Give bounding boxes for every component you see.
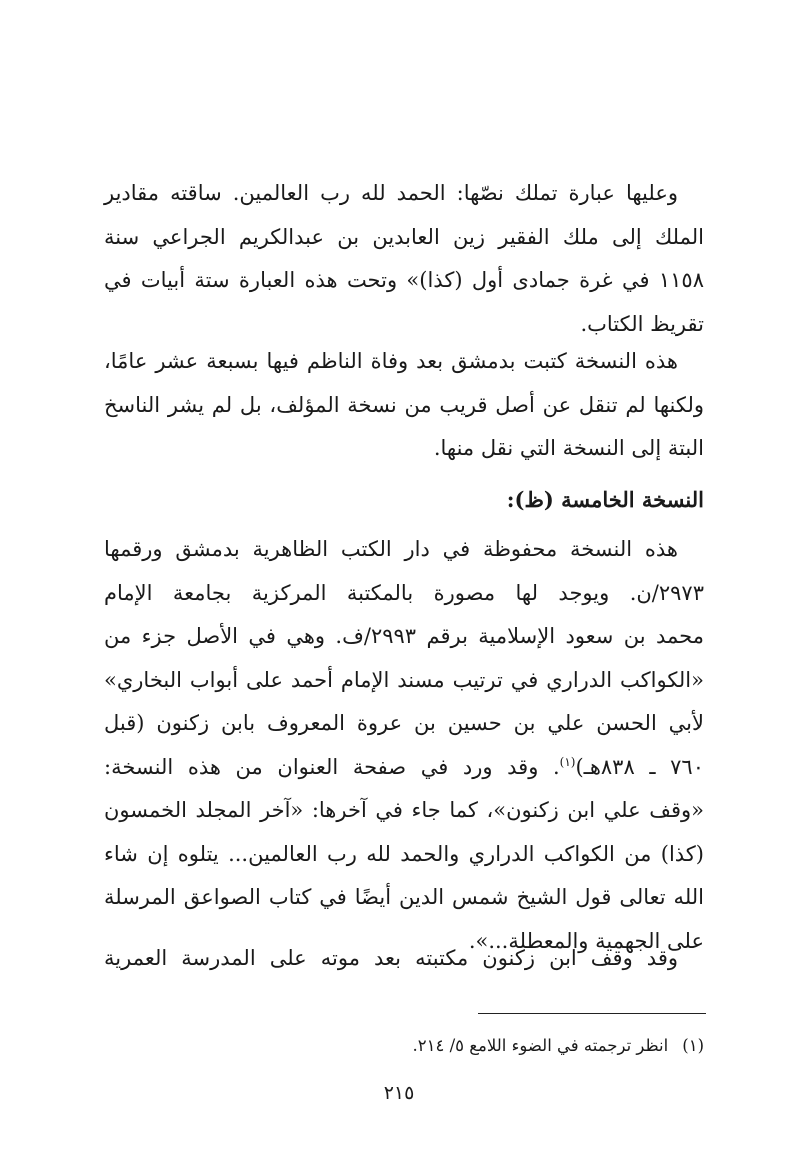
- text-line: وقد وقف ابن زكنون مكتبته بعد موته على المدرسة العمرية: [104, 946, 678, 970]
- paragraph-copy-date: [104, 340, 704, 471]
- footnote-text: انظر ترجمته في الضوء اللامع ٥/ ٢١٤.: [412, 1036, 669, 1055]
- footnote-marker[interactable]: (١): [559, 754, 576, 769]
- footnote-divider: [478, 1013, 706, 1014]
- text-segment: . وقد ورد في صفحة العنوان من هذه النسخة:: [104, 754, 560, 779]
- text-line: الملك إلى ملك الفقير زين العابدين بن عبدالكريم الجراعي سنة: [104, 224, 704, 249]
- text-line: محمد بن سعود الإسلامية برقم ٢٩٩٣/ف. وهي في الأصل جزء من: [104, 624, 704, 648]
- footnote-number: (١): [682, 1036, 704, 1055]
- text-segment: ٧٦٠ ـ ٨٣٨هـ): [575, 754, 704, 779]
- page-number: ٢١٥: [383, 1082, 415, 1104]
- text-line: وعليها عبارة تملك نصّها: الحمد لله رب العالمين. ساقته مقادير: [104, 181, 678, 205]
- text-line: تقريظ الكتاب.: [580, 311, 704, 336]
- text-line: على الجهمية والمعطلة...».: [468, 928, 704, 953]
- text-line: (كذا) من الكواكب الدراري والحمد لله رب العالمين... يتلوه إن شاء: [104, 841, 704, 866]
- section-heading: النسخة الخامسة (ظ):: [506, 487, 704, 512]
- text-line: الله تعالى قول الشيخ شمس الدين أيضًا في كتاب الصواعق المرسلة: [104, 885, 704, 909]
- text-line: ولكنها لم تنقل عن أصل قريب من نسخة المؤلف، بل لم يشر الناسخ: [104, 392, 704, 417]
- paragraph-fifth-copy: [104, 528, 704, 963]
- text-line: لأبي الحسن علي بن حسين بن عروة المعروف بابن زكنون (قبل: [104, 711, 704, 735]
- paragraph-ownership-note: [104, 172, 704, 346]
- text-line: «الكواكب الدراري في ترتيب مسند الإمام أحمد على أبواب البخاري»: [104, 667, 704, 692]
- text-line: ١١٥٨ في غرة جمادى أول (كذا)» وتحت هذه العبارة ستة أبيات في: [104, 268, 704, 292]
- text-line: هذه النسخة كتبت بدمشق بعد وفاة الناظم فيها بسبعة عشر عامًا،: [104, 349, 678, 373]
- text-line: البتة إلى النسخة التي نقل منها.: [433, 436, 704, 460]
- section-heading-block: [104, 478, 704, 522]
- footnote: [104, 1031, 704, 1061]
- paragraph-endowment: [104, 937, 704, 981]
- text-line: [104, 746, 704, 790]
- text-line: «وقف علي ابن زكنون»، كما جاء في آخرها: «آخر المجلد الخمسون: [104, 798, 704, 822]
- text-line: ٢٩٧٣/ن. ويوجد لها مصورة بالمكتبة المركزية بجامعة الإمام: [104, 580, 704, 605]
- text-line: هذه النسخة محفوظة في دار الكتب الظاهرية بدمشق ورقمها: [104, 537, 678, 561]
